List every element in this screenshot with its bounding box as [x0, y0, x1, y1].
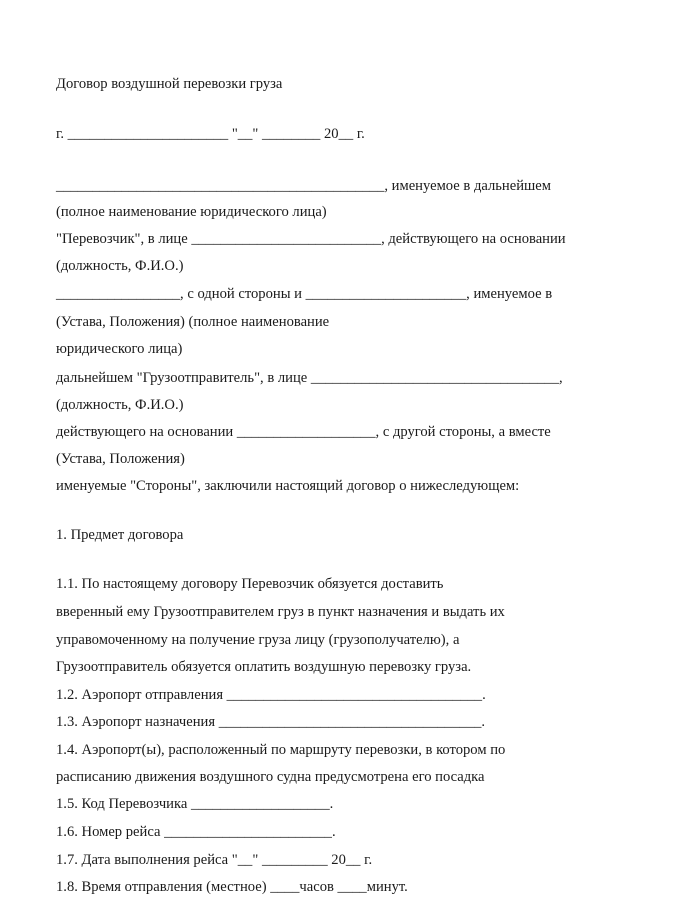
text-line: 1.3. Аэропорт назначения ____________________________________.: [56, 714, 486, 730]
text-line: 1.8. Время отправления (местное) ____часов ____минут.: [56, 879, 408, 895]
text-line: дальнейшем "Грузоотправитель", в лице __________________________________,: [56, 370, 563, 386]
section-heading: 1. Предмет договора: [56, 527, 184, 543]
text-line: расписанию движения воздушного судна предусмотрена его посадка: [56, 769, 485, 785]
text-line: 1.5. Код Перевозчика ___________________.: [56, 796, 334, 812]
text-line: именуемые "Стороны", заключили настоящий договор о нижеследующем:: [56, 478, 520, 494]
text-line: (полное наименование юридического лица): [56, 204, 327, 220]
text-line: (Устава, Положения) (полное наименование: [56, 314, 330, 330]
text-line: 1.6. Номер рейса _______________________.: [56, 824, 336, 840]
text-line: _____________________________________________, именуемое в дальнейшем: [56, 178, 551, 194]
text-line: (должность, Ф.И.О.): [56, 258, 184, 274]
text-line: 1.7. Дата выполнения рейса "__" _________ 20__ г.: [56, 852, 373, 868]
text-line: "Перевозчик", в лице __________________________, действующего на основании: [56, 231, 566, 247]
text-line: юридического лица): [56, 341, 183, 357]
text-line: вверенный ему Грузоотправителем груз в пункт назначения и выдать их: [56, 604, 505, 620]
text-line: управомоченному на получение груза лицу (грузополучателю), а: [56, 632, 460, 648]
text-line: Грузоотправитель обязуется оплатить воздушную перевозку груза.: [56, 659, 472, 675]
text-line: (должность, Ф.И.О.): [56, 397, 184, 413]
text-line: действующего на основании ___________________, с другой стороны, а вместе: [56, 424, 551, 440]
text-line: _________________, с одной стороны и ______________________, именуемое в: [56, 286, 553, 302]
text-line: 1.4. Аэропорт(ы), расположенный по маршруту перевозки, в котором по: [56, 742, 506, 758]
text-line: (Устава, Положения): [56, 451, 185, 467]
place-date-line: г. ______________________ "__" ________ 20__ г.: [56, 126, 365, 142]
text-line: 1.1. По настоящему договору Перевозчик обязуется доставить: [56, 576, 444, 592]
text-line: 1.2. Аэропорт отправления ___________________________________.: [56, 687, 486, 703]
document-title: Договор воздушной перевозки груза: [56, 76, 283, 92]
